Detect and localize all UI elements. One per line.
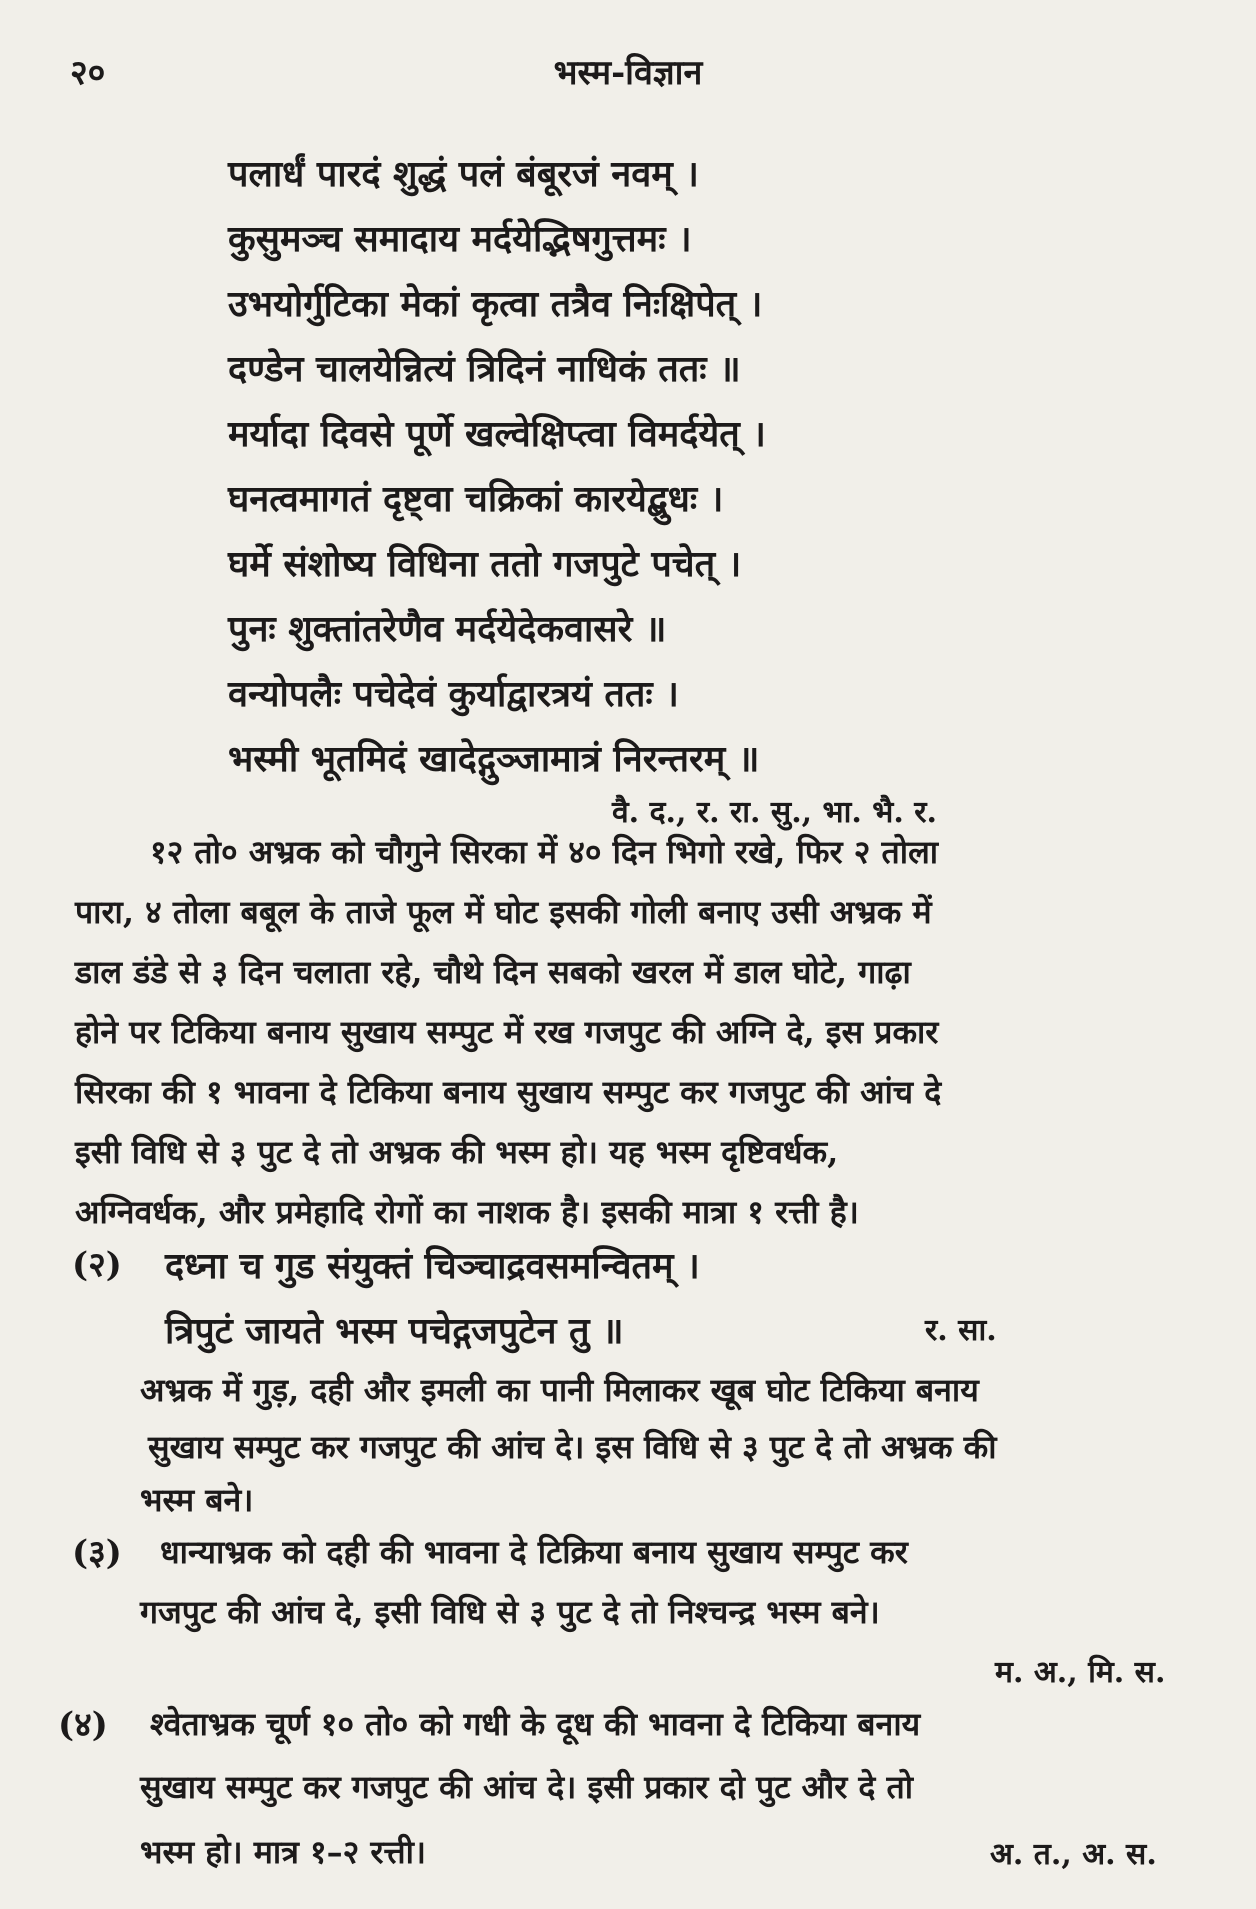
verse-line: घर्मे संशोष्य विधिना ततो गजपुटे पचेत् । (228, 543, 742, 585)
paragraph-line: सुखाय सम्पुट कर गजपुट की आंच दे। इसी प्रकार दो पुट और दे तो (140, 1768, 914, 1806)
recipe-source: अ. त., अ. स. (990, 1837, 1157, 1872)
verse-line: भस्मी भूतमिदं खादेद्गुञ्जामात्रं निरन्तरम् ॥ (228, 738, 760, 780)
verse-line: वन्योपलैः पचेदेवं कुर्याद्वारत्रयं ततः । (228, 673, 679, 715)
verse-line: उभयोर्गुटिका मेकां कृत्वा तत्रैव निःक्षिपेत् । (228, 283, 763, 325)
paragraph-line: सुखाय सम्पुट कर गजपुट की आंच दे। इस विधि से ३ पुट दे तो अभ्रक की (148, 1428, 997, 1466)
paragraph-line: श्वेताभ्रक चूर्ण १० तो० को गधी के दूध की भावना दे टिकिया बनाय (150, 1705, 921, 1743)
paragraph-line: भस्म बने। (140, 1481, 254, 1519)
verse-line: दध्ना च गुड संयुक्तं चिञ्चाद्रवसमन्वितम् । (165, 1245, 700, 1287)
recipe-number: (३) (72, 1533, 122, 1573)
paragraph-line: होने पर टिकिया बनाय सुखाय सम्पुट में रख गजपुट की अग्नि दे, इस प्रकार (75, 1013, 939, 1051)
paragraph-line: सिरका की १ भावना दे टिकिया बनाय सुखाय सम्पुट कर गजपुट की आंच दे (75, 1073, 942, 1111)
paragraph-line: गजपुट की आंच दे, इसी विधि से ३ पुट दे तो निश्चन्द्र भस्म बने। (140, 1593, 880, 1631)
recipe-number: (२) (72, 1245, 122, 1285)
verse-line: कुसुमञ्च समादाय मर्दयेद्भिषगुत्तमः । (228, 218, 692, 260)
verse-line: त्रिपुटं जायते भस्म पचेद्गजपुटेन तु ॥ (165, 1310, 624, 1352)
paragraph-line: धान्याभ्रक को दही की भावना दे टिक्रिया बनाय सुखाय सम्पुट कर (160, 1533, 908, 1571)
page-header (60, 48, 1196, 98)
paragraph-line: भस्म हो। मात्र १–२ रत्ती। (140, 1833, 427, 1871)
verse-source: वै. द., र. रा. सु., भा. भै. र. (612, 795, 937, 830)
verse-line: मर्यादा दिवसे पूर्णे खल्वेक्षिप्त्वा विमर्दयेत् । (228, 413, 766, 455)
paragraph-line: अग्निवर्धक, और प्रमेहादि रोगों का नाशक है। इसकी मात्रा १ रत्ती है। (75, 1193, 859, 1231)
paragraph-line: डाल डंडे से ३ दिन चलाता रहे, चौथे दिन सबको खरल में डाल घोटे, गाढ़ा (75, 953, 911, 991)
verse-line: पलार्धं पारदं शुद्धं पलं बंबूरजं नवम् । (228, 153, 699, 195)
paragraph-line: इसी विधि से ३ पुट दे तो अभ्रक की भस्म हो। यह भस्म दृष्टिवर्धक, (75, 1133, 839, 1171)
paragraph-line: अभ्रक में गुड़, दही और इमली का पानी मिलाकर खूब घोट टिकिया बनाय (140, 1371, 979, 1409)
verse-source: र. सा. (925, 1313, 997, 1348)
recipe-source: म. अ., मि. स. (995, 1655, 1166, 1690)
page-number: २० (70, 53, 106, 93)
verse-line: पुनः शुक्तांतरेणैव मर्दयेदेकवासरे ॥ (228, 608, 667, 650)
running-title: भस्म-विज्ञान (553, 53, 703, 93)
paragraph-line: पारा, ४ तोला बबूल के ताजे फूल में घोट इसकी गोली बनाए उसी अभ्रक में (75, 893, 932, 931)
verse-line: घनत्वमागतं दृष्ट्वा चक्रिकां कारयेद्बुधः । (228, 478, 724, 520)
paragraph-line: १२ तो० अभ्रक को चौगुने सिरका में ४० दिन भिगो रखे, फिर २ तोला (150, 833, 939, 871)
verse-line: दण्डेन चालयेन्नित्यं त्रिदिनं नाधिकं ततः ॥ (228, 348, 741, 390)
recipe-number: (४) (58, 1705, 108, 1745)
